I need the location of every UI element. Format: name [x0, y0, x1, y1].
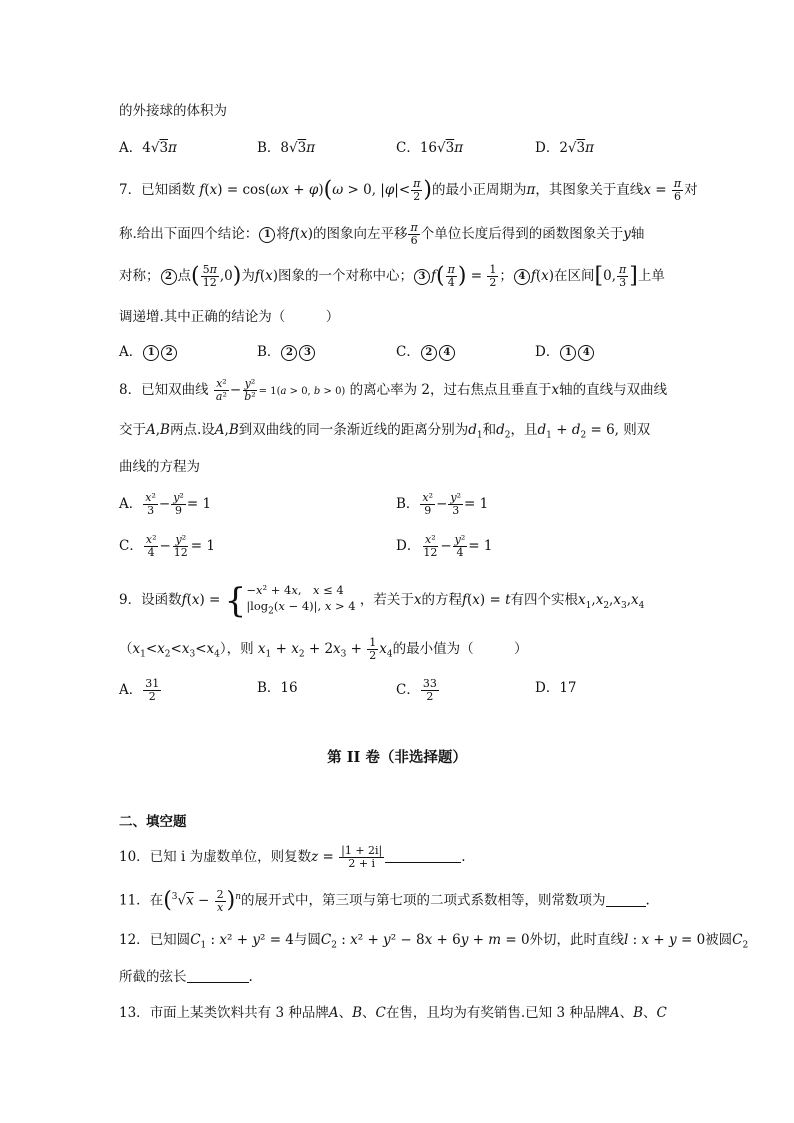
q9-option-c: C． $\frac{33}{2}$: [396, 677, 437, 703]
q12-line-1: 12．已知圆$C_1$ : x² + y² = 4与圆$C_2$ : x² + y² − 8x + 6y + m = 0外切，此时直线l : x + y = 0被圆$C_2$: [119, 932, 749, 951]
q7-line-1: 7．已知函数 f(x) = cos(ωx + φ)(ω > 0, |φ|< $\frac{\pi}{2}$ )的最小正周期为π，其图象关于直线x = $\frac{\pi}{6}$ 对: [119, 177, 698, 203]
part-2-title: 第 II 卷（非选择题）: [327, 749, 467, 766]
q10-answer-blank[interactable]: [385, 848, 461, 863]
q7-line-2: 称.给出下面四个结论： 1 将f(x)的图象向左平移 $\frac{\pi}{6}$ 个单位长度后得到的函数图象关于y轴: [119, 221, 645, 247]
q9-option-a: A． $\frac{31}{2}$: [119, 677, 160, 703]
q6-option-c: C．16√3π: [396, 140, 464, 156]
q11-line: 11．在($^3$√x − $\frac{2}{x}$ )$^n$的展开式中，第三项与第七项的二项式系数相等，则常数项为 .: [119, 887, 650, 914]
q9-line-2: $(x_1<x_2<x_3<x_4)$，则 $x_1 + x_2 + 2x_3$ + $\frac{1}{2}$ $x_4$的最小值为（ ）: [119, 636, 528, 662]
q8-option-c: C． $\frac{\text{x²}}{4}$ − $\frac{\text{y²}}{12}$ = 1: [119, 533, 215, 559]
q6-stem-tail: 的外接球的体积为: [119, 103, 227, 119]
q8-option-b: B． $\frac{\text{x²}}{9}$ − $\frac{\text{y²}}{3}$ = 1: [396, 491, 489, 517]
q8-line-1: 8．已知双曲线 $\frac{\text{x²}}{\text{a²}}$ − $\frac{\text{y²}}{\text{b²}}$ = 1(a > 0, b > 0) 的离心率为 2，过右焦点且垂直于x轴的直线与双曲线: [119, 377, 668, 403]
q6-option-a: A．4√3π: [119, 140, 177, 156]
q9-line-1: 9．设函数f(x) = { −x² + 4x, x ≤ 4 $|\log_2(x - 4)|$, x > 4 ，若关于x的方程f(x) = t有四个实根$x_1,x_2,x_3,x_4$: [119, 580, 645, 621]
q7-option-c: C． 2 4: [396, 342, 456, 362]
q8-line-2: 交于A,B两点.设A,B到双曲线的同一条渐近线的距离分别为$d_1$和$d_2$，且$d_1 + d_2 = 6$, 则双: [119, 422, 651, 441]
q13-line: 13．市面上某类饮料共有 3 种品牌A、B、C在售，且均为有奖销售.已知 3 种品牌A、B、C: [119, 1005, 667, 1021]
q11-answer-blank[interactable]: [606, 892, 646, 907]
q8-option-d: D． $\frac{\text{x²}}{12}$ − $\frac{\text{y²}}{4}$ = 1: [396, 533, 493, 559]
q7-option-b: B． 2 3: [257, 342, 316, 362]
section-fill-blank-title: 二、填空题: [119, 814, 187, 830]
q6-option-d: D．2√3π: [535, 140, 594, 156]
q8-option-a: A． $\frac{\text{x²}}{3}$ − $\frac{\text{y²}}{9}$ = 1: [119, 491, 212, 517]
q9-option-d: D．17: [535, 680, 577, 696]
q9-option-b: B．16: [257, 680, 298, 696]
q7-option-d: D． 1 4: [535, 342, 595, 362]
q10-line: 10．已知 i 为虚数单位，则复数z = $\frac{|1 + 2i|}{2 + i}$ .: [119, 844, 466, 870]
q12-answer-blank[interactable]: [187, 968, 249, 983]
q6-option-b: B．8√3π: [257, 140, 316, 156]
q7-option-a: A． 1 2: [119, 342, 178, 362]
q8-line-3: 曲线的方程为: [119, 459, 200, 475]
q12-line-2: 所截的弦长 .: [119, 969, 253, 985]
q7-line-4: 调递增.其中正确的结论为（ ）: [119, 309, 340, 325]
q7-line-3: 对称； 2 点( $\frac{5\pi}{12}$ ,0)为f(x)图象的一个对称中心； 3 f( $\frac{\pi}{4}$ ) = $\frac{1}{2}$ ； 4 f(x)在区间[0, $\frac{\pi}{3}$ ]上单: [119, 263, 665, 289]
